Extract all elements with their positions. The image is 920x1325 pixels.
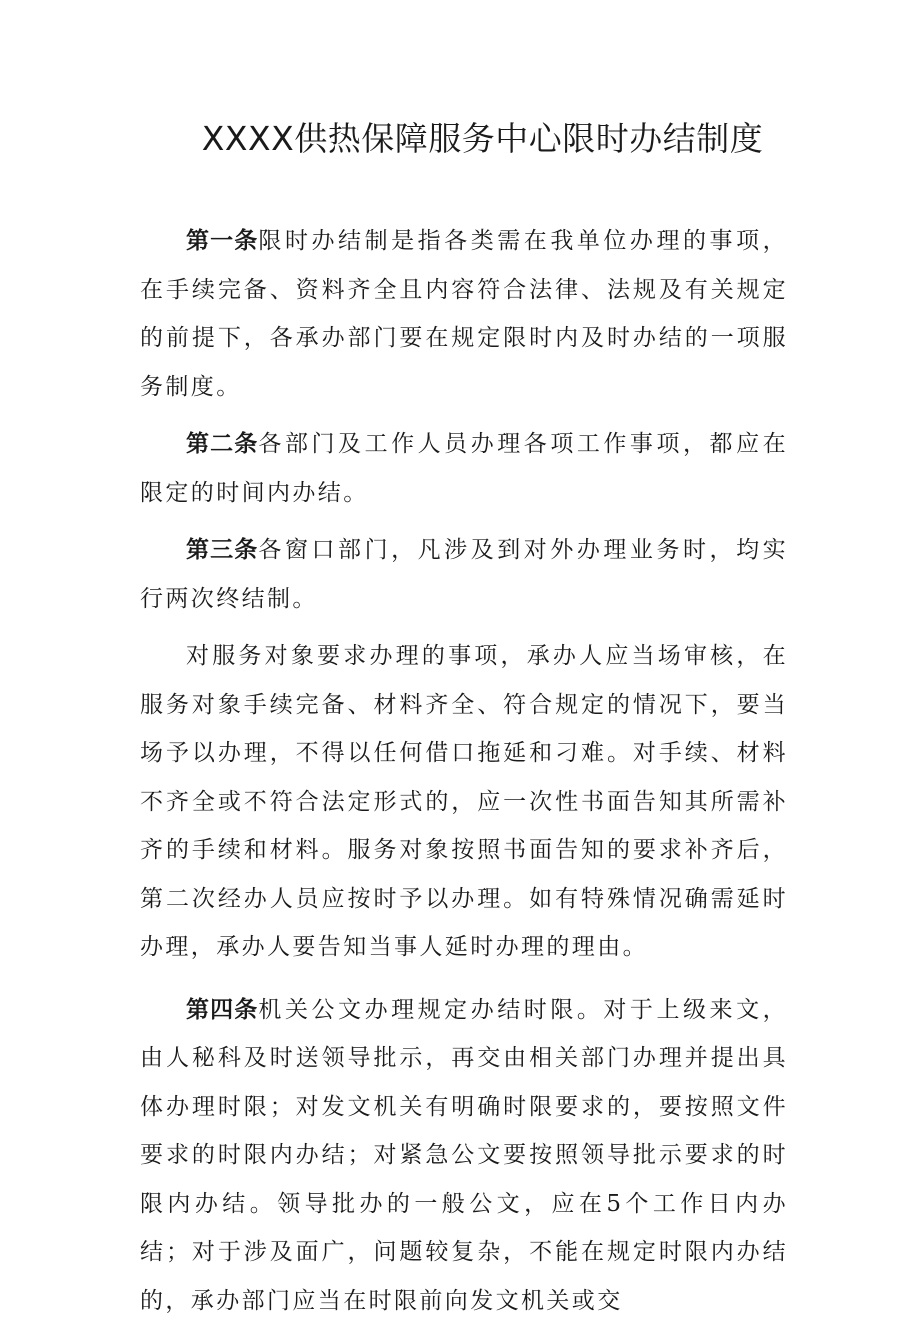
article-3-heading: 第三条	[186, 537, 258, 563]
article-3-text: 各窗口部门，凡涉及到对外办理业务时，均实行两次终结制。	[140, 537, 788, 612]
article-3-detail-paragraph	[140, 632, 788, 972]
article-4-paragraph	[140, 986, 788, 1325]
article-2-paragraph	[140, 420, 788, 517]
article-2-text: 各部门及工作人员办理各项工作事项，都应在限定的时间内办结。	[140, 431, 788, 506]
article-3-detail-text: 对服务对象要求办理的事项，承办人应当场审核，在服务对象手续完备、材料齐全、符合规定的情况下，要当场予以办理，不得以任何借口拖延和刁难。对手续、材料不齐全或不符合法定形式的，应一次性书面告知其所需补齐的手续和材料。服务对象按照书面告知的要求补齐后，第二次经办人员应按时予以办理。如有特殊情况确需延时办理，承办人要告知当事人延时办理的理由。	[140, 643, 788, 960]
article-2-heading: 第二条	[186, 431, 258, 457]
article-1-paragraph	[140, 217, 788, 411]
article-4-text: 机关公文办理规定办结时限。对于上级来文，由人秘科及时送领导批示，再交由相关部门办理并提出具体办理时限；对发文机关有明确时限要求的，要按照文件要求的时限内办结；对紧急公文要按照领导批示要求的时限内办结。领导批办的一般公文，应在5个工作日内办结；对于涉及面广，问题较复杂，不能在规定时限内办结的，承办部门应当在时限前向发文机关或交	[140, 997, 788, 1314]
document-title: XXXX供热保障服务中心限时办结制度	[0, 116, 920, 162]
article-4-heading: 第四条	[186, 997, 258, 1023]
article-1-text: 限时办结制是指各类需在我单位办理的事项，在手续完备、资料齐全且内容符合法律、法规及有关规定的前提下，各承办部门要在规定限时内及时办结的一项服务制度。	[140, 228, 788, 400]
article-1-heading: 第一条	[186, 228, 258, 254]
document-body	[140, 217, 788, 1325]
article-3-paragraph	[140, 526, 788, 623]
